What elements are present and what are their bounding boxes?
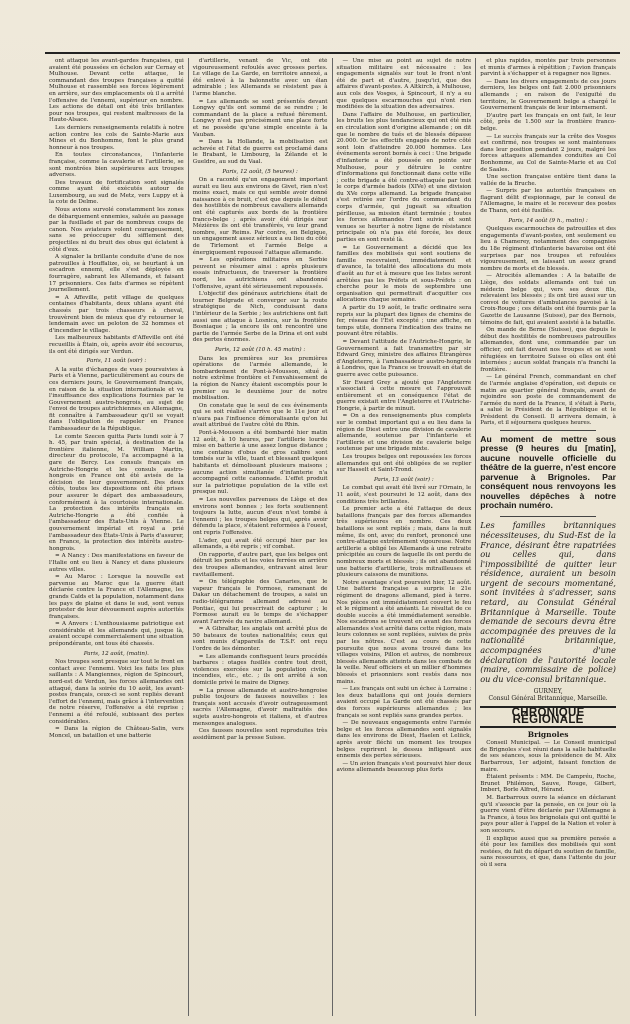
paragraph: On mande de Berne (Suisse), que depuis le début des hostilités de nombreuses patrouilles allemandes, dont une, commandée par un officier, ont fait devant nos troupes et se sont réfugiées en territoire Suisse où elles ont été internées ; aucun soldat français n'a franchi la frontière. xyxy=(480,327,616,373)
paragraph: — Surpris par les autorités françaises en flagrant délit d'espionnage, par le consul de l'Allemagne, le maire et le receveur des postes de Thann, ont été fusillés. xyxy=(480,188,616,215)
paragraph: Les troupes belges ont repoussées les forces allemandes qui ont été obligées de se replier sur Hasselt et Saint-Trond. xyxy=(336,454,472,474)
paragraph: Le premier acte a été l'attaque de deux bataillons français par des forces allemandes très supérieures en nombre. Ces deux bataillons se sont repliés ; mais, dans la nuit même, ils ont, avec du renfort, prononcé une contre-attaque extrêmement vigoureuse. Notre artillerie a obligé les Allemands à une retraite précipitée au cours de laquelle ils ont perdu de nombreux morts et blessés ; ils ont abandonné une batterie d'artillerie, trois mitrailleuses et plusieurs caissons de munitions. xyxy=(336,506,472,579)
paragraph: = Dans la Hollande, la mobilisation est achevée et l'état de guerre est proclamé dans le Brabant, le Limbourg, la Zélande et le Gueldre, au sud du Vaal. xyxy=(192,139,328,165)
paragraph: — Le général French, commandant en chef de l'armée anglaise d'opération, est depuis ce matin au quartier général français, avant de rejoindre son poste de commandement de l'armée du nord de la France, il s'était à Paris, a salué le Président de la République et le Président du Conseil. Il arrivera demain, à Paris, et il séjournera quelques heures. xyxy=(480,374,616,427)
paragraph: Le comte Szecen quitta Paris lundi soir à 7 h. 45, par train spécial, à destination de la frontière italienne, M. William Martin, directeur du protocole, l'a accompagné à la gare de Bercy. Les consuls français en Autriche-Hongrie et les consuls austro-hongrois en France ont été avisés de la décision de leur gouvernement. Des deux côtés, toutes les dispositions ont été prises pour assurer le départ des ambassadeurs, conformément à la courtoisie internationale. La protection des intérêts français en Autriche-Hongrie a été confiée à l'ambassadeur des États-Unis à Vienne. Le gouvernement impérial et royal a prié l'ambassadeur des États-Unis à Paris d'assurer, en France, la protection des intérêts austro-hongrois. xyxy=(49,433,184,552)
paragraph: Sir Eward Grey a ajouté que l'Angleterre s'associait à cette mesure et l'approuvait entièrement et en conséquence l'état de guerre existait entre l'Angleterre et l'Autriche-Hongrie, à partir de minuit. xyxy=(336,379,472,412)
dateline: Paris, 13 août (soir) : xyxy=(374,476,434,483)
paragraph: Les derniers renseignements relatifs à notre action contre les cols de Sainte-Marie aux Mines et du Bonhomme, font le plus grand honneur à nos troupes. xyxy=(49,124,184,151)
paragraph: On rapporte, d'autre part, que les belges ont détruit les ponts et les voies ferrées en arrière des troupes allemandes, entravant ainsi leur ravitaillement. xyxy=(192,551,328,578)
paragraph: M. Barbarroux ouvre la séance en déclarant qu'il s'associe par la pensée, en ce jour où la guerre vient d'être déclarée par l'Allemagne à la France, à tous les brignolais qui ont quitté le pays pour aller à l'appel de la Nation et voler à son secours. xyxy=(480,794,616,834)
paragraph: On constate que le seul de ces événements qui se soit réalisé s'arrive que le 11e jour et n'aura pas l'influence démoralisante qu'on lui avait attribué de l'autre côté du Rhin. xyxy=(192,402,328,429)
paragraph: Conseil Municipal. — Le Conseil municipal de Brignoles s'est réuni dans la salle habituelle de ses séances, sous la présidence de M. Alix Barbarroux, 1er adjoint, faisant fonction de maire. xyxy=(480,740,616,773)
top-rule xyxy=(45,52,620,54)
signature-name: GURNEY, xyxy=(533,688,563,696)
paragraph: — Dans les divers engagements de ces jours derniers, les belges ont fait 2.000 prisonniers allemands ; en raison de l'exiguïté du territoire, le Gouvernement belge a chargé le Gouvernement français de leur internement. xyxy=(480,78,616,112)
paragraph: ont attaqué les avant-gardes françaises, qui avaient été poussées en échelon sur Cernay et Mulhouse. Devant cette attaque, le commandant des troupes françaises a quitté Mulhouse et rassemblé ses forces légèrement en arrière, sur des emplacements où il a arrêté l'offensive de l'ennemi, supérieur en nombre. Les actions de détail ont été très brillantes pour nos troupes, qui restent maîtresses de la Haute-Alsace. xyxy=(49,58,184,124)
paragraph: Des travaux de fortification sont signalés comme ayant été exécutés autour de Luxembourg, au sud de Metz, vers Luppy et à la cote de Delme. xyxy=(49,179,184,206)
paragraph: et plus rapides, montés par trois personnes et munis d'armes à répétition ; l'avion français parvint à s'échapper et à regagner nos lignes. xyxy=(480,58,616,78)
paragraph: Une section française entière tient dans la vallée de la Bruche. xyxy=(480,174,616,187)
paragraph: = On a des renseignements plus complets sur le combat important qui a eu lieu dans la région de Diest entre une division de cavalerie allemande, soutenue par l'infanterie et l'artillerie et une division de cavalerie belge soutenue par une brigade mixte. xyxy=(336,413,472,453)
town-heading: Brignoles xyxy=(527,729,569,739)
signature-title: Consul Général Britannique, Marseille. xyxy=(488,695,608,703)
dateline: Paris, 14 août (9 h., matin) : xyxy=(508,217,588,224)
paragraph: L'ader, qui avait été occupé hier par les allemands, a été repris ; vif combat. xyxy=(192,537,328,551)
section-header xyxy=(480,706,616,727)
paragraph: Notre avantage s'est poursuivi hier, 12 août. Une batterie française a surpris le 21e régiment de dragons allemand, pied à terre. Nos pièces ont immédiatement couvert le feu et le régiment a été anéanti. Le résultat de ce double succès a été immédiatement sensible. Nos escadrons se trouvent en avant des forces allemandes s'est arrêté dans cette région, mais leurs colonnes se sont repliées, suivies de près par les nôtres. C'est au cours de cette poursuite que nous avons trouvé dans les villages voisins, Pillon et autres, de nombreux blessés allemands atteints dans les combats de la veille. Neuf officiers et un millier d'hommes blessés et prisonniers sont restés dans nos mains. xyxy=(336,579,472,685)
paragraph: = Les allemands se sont présentés devant Longwy qu'ils ont sommé de se rendre ; le commandant de la place a refusé fièrement. Longwy n'est pas précisément une place forte et ne possède qu'une simple enceinte à la Vauban. xyxy=(192,98,328,138)
paragraph: — Atrocités allemandes : A la bataille de Liège, des soldats allemands ont tué un médecin belge qui, vers ses deux fils, relevaient les blessés ; ils ont tiré aussi sur un convoi de voitures d'ambulances pavoisé à la Croix-Rouge ; ces détails ont été fournis par la Gazette de Lausanne (Suisse), par des Bernois, témoins de fait, qui avaient assisté à la bataille. xyxy=(480,273,616,326)
separator-rule xyxy=(500,516,596,517)
dateline: Paris, 12 août, (matin). xyxy=(83,650,149,657)
paragraph: — Les français ont subi un échec à Lorraine : les deux bataillons qui ont joués derniers avaient occupé La Garde ont été chassés par des forces supérieures allemandes ; les français se sont repliés sans grandes pertes. xyxy=(336,686,472,719)
paragraph: = Les opérations militaires en Serbie peuvent se résumer ainsi : après plusieurs essais infructueux, de traverser la frontière nord, les autrichiens ont abandonné l'offensive, ayant été sérieusement repoussés. xyxy=(192,257,328,290)
paragraph: d'artillerie, venant de Vic, ont été vigoureusement refoulés avec grosses pertes. Le village de La Garde, en territoire annexé, a été enlevé à la baïonnette avec un élan admirable ; les Allemands se résistent pas à l'arme blanche. xyxy=(192,58,328,97)
dateline: Paris, 11 août (soir) : xyxy=(86,358,147,365)
paragraph: Ces fausses nouvelles sont reproduites très assidûment par la presse Suisse. xyxy=(192,728,328,741)
paragraph: = Les nouvelles parvenues de Liège et des environs sont bonnes ; les forts soutiennent toujours la lutte, aucun d'eux n'est tombé à l'ennemi ; les troupes belges qui, après avoir défendu la place, s'étaient reformées à l'ouest, ont repris l'offensive. xyxy=(192,497,328,536)
paragraph: Nos troupes sont presque sur tout le front en contact avec l'ennemi. Voici les faits les plus saillants : A Mangiennes, région de Spincourt, nord-est de Verdun, les forces allemandes ont attaqué, dans la soirée du 10 août, les avant-postes français, ceux-ci se sont repliés devant l'effort de l'ennemi, mais grâce à l'intervention de notre réserve, l'offensive a été reprise ; l'ennemi a été refoulé, subissant des pertes considérables. xyxy=(49,659,184,725)
paragraph: = La presse allemande et austro-hongroise publie toujours de fausses nouvelles : les français sont accusés d'avoir outrageusement sacrés l'Allemagne, d'avoir maltraités des sujets austro-hongrois et italiens, et d'autres mensonges analogues. xyxy=(192,687,328,727)
paragraph: A signaler la brillante conduite d'une de nos patrouilles à Houffalize, où, se heurtant à un escadron ennemi, elle s'est déployée en fourragère, sabrant les Allemands, et faisant 17 prisonniers. Ces faits d'armes se répètent journellement. xyxy=(49,254,184,294)
paragraph: D'autre part les français en ont fait, le leur côté, près de 1.500 sur la frontière franco-belge. xyxy=(480,112,616,132)
paragraph: — De nouveaux engagements entre l'armée belge et les forces allemandes sont signalés dans les environs de Diest, Haelen et Leliick, après avoir fléchi un moment les troupes belges reprirent le dessus infligeant aux ennemis des pertes sérieuses. xyxy=(336,720,472,760)
paragraph: Dans l'affaire de Mulhouse, en particulier, les bruits les plus tendancieux qui ont été mis en circulation sont d'origine allemande ; on dit que le nombre de tués et de blessés dépasse 20.000. Or les effectifs engagés de notre côté sont loin d'atteindre 20.000 hommes. Les événements seront bornés à ceci : Une brigade d'infanterie a été poussée en pointe sur Mulhouse, pour y détruire le centre d'informations qui fonctionnait dans cette ville ; cette brigade a été contre-attaquée par tout le corps d'armée badois (XIVe) et une division du XVe corps allemand. La brigade française s'est retirée sur l'ordre du commandant du corps d'armée, qui jugeait sa situation périlleuse, sa mission étant terminée ; toutes les forces allemandes l'ont suivie et sont venues se heurter à notre ligne de résistance principale où n'a pas été forcée, les deux parties en sont resté là. xyxy=(336,111,472,244)
paragraph: Nous avions survolé constamment les zones de débarquement ennemies, saluée au passage par la fusillade et par de nombreux coups de canon. Nos aviateurs volent courageusement, sans se préoccuper du sifflement des projectiles ni du bruit des obus qui éclatent à côté d'eux. xyxy=(49,207,184,253)
article-columns xyxy=(45,58,620,1016)
paragraph: = On télégraphie des Canaries, que le vapeur français le Formose, ramenant de Dakar un détachement de troupes, a saisi un radio-télégramme allemand adressé au Pontiac, qui lui prescrivait de capturer ; le Formose aurait eu le temps de s'échapper avant l'arrivée du navire allemand. xyxy=(192,579,328,625)
paragraph: — Un avion français s'est poursuivi hier deux avions allemands beaucoup plus forts xyxy=(336,760,472,774)
section-title: CHRONIQUE RÉGIONALE xyxy=(511,707,585,726)
paragraph: Il explique aussi que sa première pensée a été pour les familles des mobilisés qui sont restées, du fait du départ du soutien de famille, sans ressources, et que, dans l'attente du jour où il sera xyxy=(480,835,616,868)
paragraph: — Une mise au point au sujet de notre situation militaire est nécessaire : les engagements signalés sur tout le front n'ont été de part et d'autre, jusqu'ici, que des affaires d'avant-postes. A Altkirch, à Mulhouse, aux cols des Vosges, à Spincourt, il n'y a eu que quelques escarmouches qui n'ont rien modifiées de la situation des adversaires. xyxy=(336,58,472,111)
separator-rule xyxy=(500,430,596,431)
paragraph: Dans les premières sur les premières opérations de l'armée allemande, le bombardement de Pont-à-Mousson, situé à notre extrême frontière et l'envahissement de la région de Nancy étaient escomptés pour le premier ou le deuxième jour de notre mobilisation. xyxy=(192,355,328,402)
paragraph: = Dans la région de Château-Salin, vers Moncel, un bataillon et une batterie xyxy=(49,726,184,739)
paragraph: = A Anvers : L'enthousiasme patriotique est considérable et les allemands qui, jusque là, avaient occupé commercialement une situation prépondérante, ont tous été chassés. xyxy=(49,621,184,648)
signature xyxy=(480,688,616,702)
paragraph: Les malheureux habitants d'Affeville ont été recueillis à Étain, où, après avoir été secourus, ils ont été dirigés sur Verdun. xyxy=(49,335,184,355)
column-4 xyxy=(476,58,620,1016)
dateline: Paris, 12 août, (5 heures) : xyxy=(222,168,298,175)
paragraph: On a raconté qu'un engagement important aurait eu lieu aux environs de Givet, rien n'est moins exact, mais ce qui semble avoir donné naissance à ce bruit, c'est que depuis le début des hostilités de nombreux cavaliers allemands ont été capturés aux bords de la frontière franco-belge ; après avoir été dirigés sur Mézières ils ont été transférés, vu leur grand nombre, sur Reims. Par contre, en Belgique, un engagement assez sérieux a eu lieu du côté de Tirlemont et l'armée Belge a énergiquement repoussé l'attaque allemande. xyxy=(192,177,328,256)
dateline: Paris, 12 août (10 h. 45 matin) : xyxy=(215,346,306,353)
paragraph: Quelques escarmouches de patrouilles et des engagements d'avant-postes, ont seulement eu lieu à Chamerey, notamment des compagnies du 18e régiment d'infanterie bavaroise ont été surprises par nos troupes et refoulées vigoureusement, en laissant un assez grand nombre de morts et de blessés. xyxy=(480,226,616,272)
paragraph: A la suite d'échanges de vues poursuivies à Paris et à Vienne, particulièrement au cours de ces derniers jours, le Gouvernement français, en raison de la situation internationale et vu l'insuffisance des explications fournies par le Gouvernement austro-hongrois, au sujet de l'envoi de troupes autrichiennes en Allemagne, fit connaître à l'ambassadeur qu'il se voyait dans l'obligation de rappeler en France l'ambassadeur de la République. xyxy=(49,366,184,433)
press-notice: Au moment de mettre sous presse (9 heures du [matin], aucune nouvelle officielle du théâtre de la guerre, n'est encore parvenue à Brignoles. Par conséquent nous renvoyons les nouvelles dépêches à notre prochain numéro. xyxy=(480,434,616,510)
paragraph: L'objectif des généraux autrichiens était de tourner Belgrade et converger sur la route stratégique de Nich, conduisant dans l'intérieur de la Serbie ; les autrichiens ont fait aussi une attaque à Losnica, sur la frontière Bosniaque ; la encore ils ont rencontré une partie de l'armée Serbe de la Drina et ont subi des pertes énormes. xyxy=(192,291,328,344)
paragraph: En toutes circonstances, l'infanterie française, comme la cavalerie et l'artillerie, se sont montrées bien supérieures aux troupes adverses. xyxy=(49,152,184,179)
paragraph: = Au Maroc : Lorsque la nouvelle est parvenue au Maroc que la guerre était déclarée contre la France et l'Allemagne, les grands Caïds et la population, notamment dans les pays de plaine et dans le sud, sont venus protester de leur dévouement auprès autorités françaises. xyxy=(49,574,184,620)
paragraph: A partir du 19 août, le trafic ordinaire sera repris sur la plupart des lignes de chemins de fer, réseau de l'Est excepté ; une affiche, en temps utile, donnera l'indication des trains ne pouvant être rétablis. xyxy=(336,304,472,338)
column-3 xyxy=(333,58,477,1016)
paragraph: = Le Gouvernement a décidé que les familles des mobilisés qui sont soutiens de famille recevraient, immédiatement et d'avance, la totalité des allocations du mois d'août au fur et à mesure que les listes seront arrêtées pas les Préfets et sous-Préfets : on cherche pour le mois de septembre une organisation qui permettrait d'acquitter ces allocations chaque semaine. xyxy=(336,244,472,304)
paragraph: Étaient présents : MM. De Campréu, Roche, Brunet Philémon, Sauve, Rouge, Gilbert, Imbert, Borle Alfred, Hérand. xyxy=(480,774,616,794)
consulate-appeal: Les familles britanniques nécessiteuses, du Sud-Est de la France, désirant être rapatriées ou celles qui, dans l'impossibilité de quitter leur résidence, auraient un besoin urgent de secours momentané, sont invitées à s'adresser, sans retard, au Consulat Général Britannique à Marseille. Toute demande de secours devra être accompagnée des preuves de la nationalité britannique, accompagnées d'une déclaration de l'autorité locale (maire, commissaire de police) ou du vice-consul britannique. xyxy=(480,520,616,684)
paragraph: Le combat qui avait été livré sur l'Ornain, le 11 août, s'est poursuivi le 12 août, dans des conditions très brillantes. xyxy=(336,485,472,505)
paragraph: = A Nancy : Des manifestations en faveur de l'Italie ont eu lieu à Nancy et dans plusieurs autres villes. xyxy=(49,553,184,573)
paragraph: = A Affeville, petit village de quelques centaines d'habitants, deux uhlans ayant été chassés par trois chasseurs à cheval, trouvèrent bien de mieux que d'y retourner le lendemain avec un peloton de 32 hommes et d'incendier le village. xyxy=(49,294,184,334)
paragraph: — Le succès français sur la crête des Vosges est confirmé, nos troupes se sont maintenues dans leur position pendant 2 jours, malgré les forces attaques allemandes conduites au Col Bonhomme, au Col de Sainte-Marie et au Col de Saales. xyxy=(480,133,616,173)
paragraph: = Devant l'attitude de l'Autriche-Hongrie, le Gouvernement a fait transmettre par sir Edward Grey, ministre des affaires Étrangères d'Angleterre, à l'ambassadeur austro-hongrois à Londres, que la France se trouvait en état de guerre avec cette puissance. xyxy=(336,338,472,378)
paragraph: = Les allemands confisquent leurs procédés barbares : otages fusillés contre tout droit, violences exercées sur la population civile, incendies, etc., etc. ; ils ont arrêté à son domicile privé le maire de Digney. xyxy=(192,653,328,687)
column-2 xyxy=(189,58,333,1016)
column-1 xyxy=(45,58,189,1016)
paragraph: Pont-à-Mousson a été bombardé hier matin 12 août, à 10 heures, par l'artillerie lourde mise en batterie à une assez longue distance ; une centaine d'obus de gros calibre sont tombés sur la ville, tuant et blessant quelques habitants et démolissant plusieurs maisons ; aucune action simultanée d'infanterie n'a accompagné cette canonnade. L'effet produit sur la patriotique population de la ville est presque nul. xyxy=(192,430,328,496)
paragraph: = A Gibraltar, les anglais ont arrêté plus de 50 bateaux de toutes nationalités; ceux qui sont munis d'appareils de T.S.F. ont reçu l'ordre de les démonter. xyxy=(192,626,328,653)
